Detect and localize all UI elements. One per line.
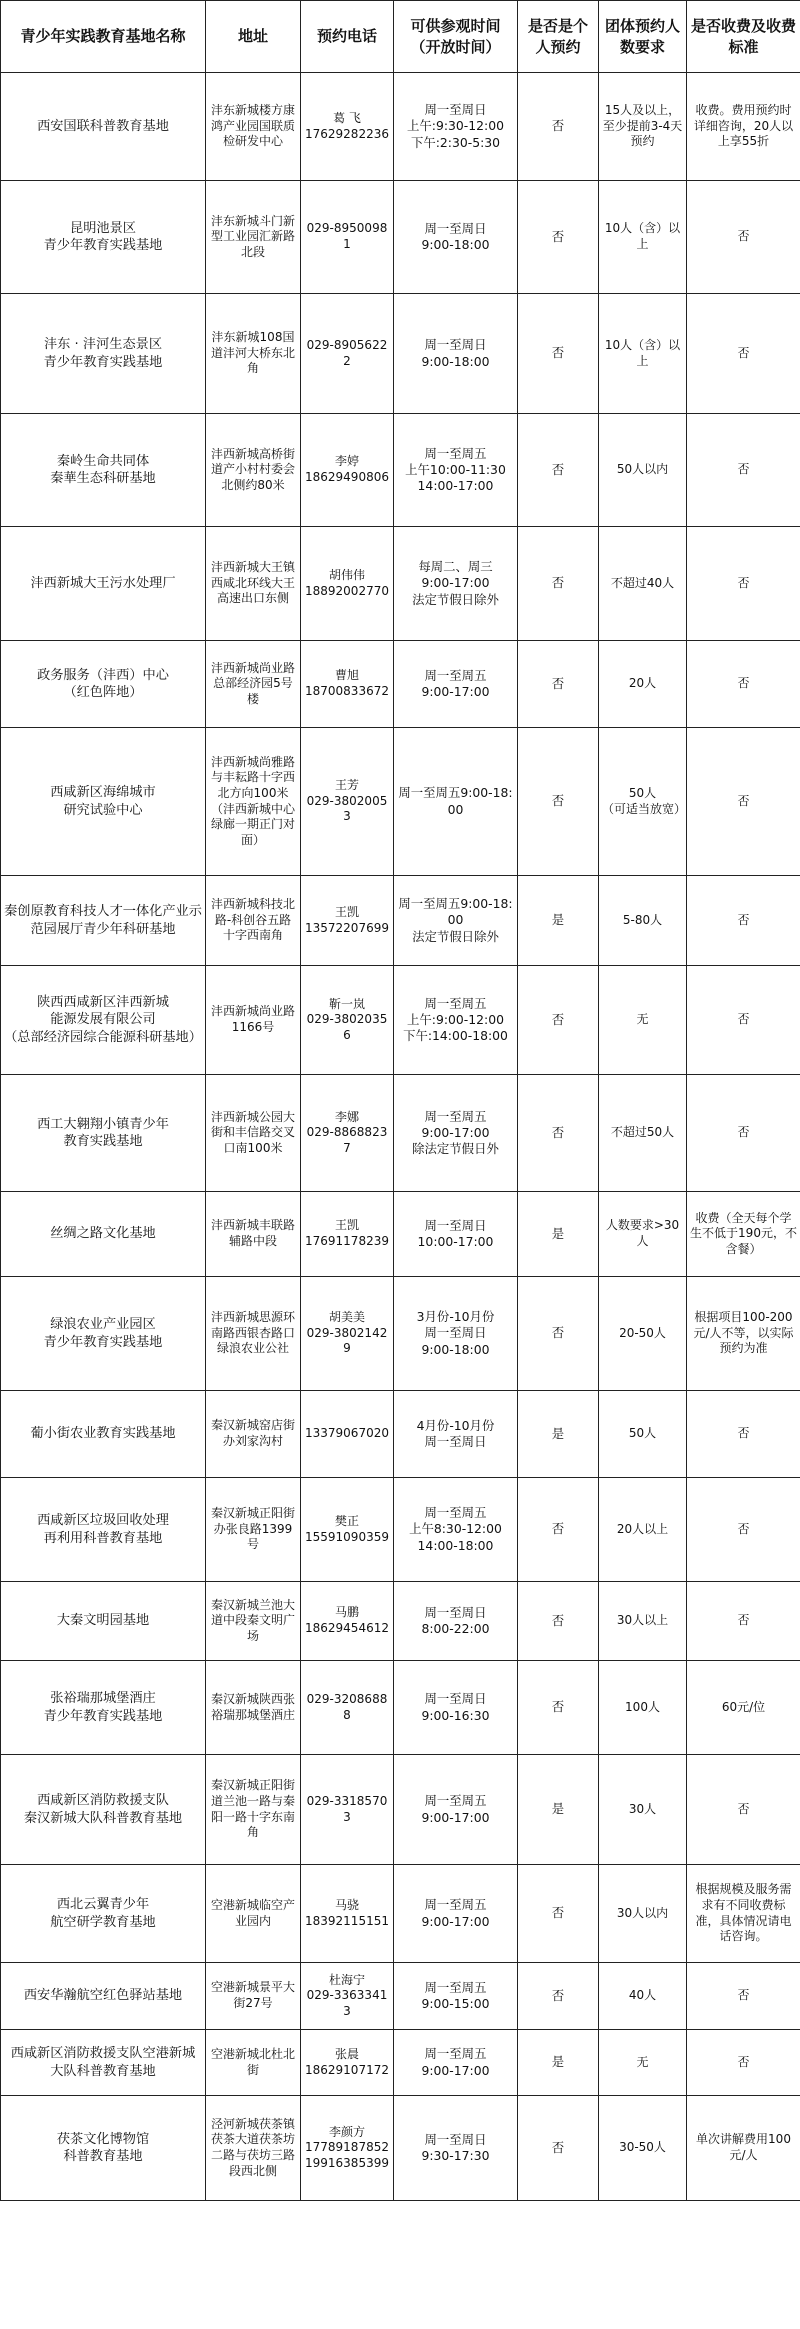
cell-name: 秦岭生命共同体 秦華生态科研基地 (1, 414, 206, 527)
cell-address: 秦汉新城正阳街办张良路1399号 (206, 1478, 301, 1582)
cell-group: 无 (599, 966, 687, 1075)
cell-phone: 杜海宁 029-33633413 (301, 1963, 394, 2030)
cell-name: 葡小街农业教育实践基地 (1, 1391, 206, 1478)
cell-hours: 周一至周日 10:00-17:00 (394, 1192, 518, 1277)
cell-name: 西工大翱翔小镇青少年 教育实践基地 (1, 1075, 206, 1192)
cell-individual: 否 (518, 728, 599, 876)
table-row (1, 1391, 800, 1478)
cell-individual: 否 (518, 1277, 599, 1391)
table-row (1, 414, 800, 527)
cell-fee: 根据规模及服务需求有不同收费标准，具体情况请电话咨询。 (687, 1865, 800, 1963)
table-row (1, 966, 800, 1075)
cell-name: 沣西新城大王污水处理厂 (1, 527, 206, 641)
header-row (1, 1, 800, 73)
cell-group: 30人 (599, 1755, 687, 1865)
table-row (1, 1963, 800, 2030)
table-row (1, 1478, 800, 1582)
cell-name: 秦创原教育科技人才一体化产业示范园展厅青少年科研基地 (1, 876, 206, 966)
cell-address: 沣西新城尚业路1166号 (206, 966, 301, 1075)
cell-group: 20人 (599, 641, 687, 728)
cell-hours: 每周二、周三 9:00-17:00 法定节假日除外 (394, 527, 518, 641)
table-row (1, 1582, 800, 1661)
cell-group: 30-50人 (599, 2096, 687, 2201)
cell-phone: 张晨 18629107172 (301, 2030, 394, 2096)
cell-phone: 曹旭 18700833672 (301, 641, 394, 728)
cell-fee: 否 (687, 1963, 800, 2030)
cell-individual: 否 (518, 294, 599, 414)
table-row (1, 641, 800, 728)
cell-individual: 否 (518, 527, 599, 641)
cell-address: 沣西新城公园大街和丰信路交叉口南100米 (206, 1075, 301, 1192)
cell-group: 50人 (599, 1391, 687, 1478)
cell-fee: 否 (687, 414, 800, 527)
table-body (1, 73, 800, 2201)
header-fee: 是否收费及收费标准 (687, 1, 800, 73)
cell-name: 茯茶文化博物馆 科普教育基地 (1, 2096, 206, 2201)
cell-name: 丝绸之路文化基地 (1, 1192, 206, 1277)
cell-address: 沣东新城108国道沣河大桥东北角 (206, 294, 301, 414)
cell-name: 绿浪农业产业园区 青少年教育实践基地 (1, 1277, 206, 1391)
cell-address: 沣西新城尚雅路与丰耘路十字西北方向100米（沣西新城中心绿廊一期正门对面） (206, 728, 301, 876)
header-phone: 预约电话 (301, 1, 394, 73)
cell-hours: 周一至周五 9:00-17:00 (394, 641, 518, 728)
cell-fee: 否 (687, 527, 800, 641)
cell-group: 人数要求>30人 (599, 1192, 687, 1277)
cell-fee: 否 (687, 966, 800, 1075)
header-group: 团体预约人数要求 (599, 1, 687, 73)
cell-phone: 王芳 029-38020053 (301, 728, 394, 876)
cell-group: 30人以内 (599, 1865, 687, 1963)
cell-group: 10人（含）以上 (599, 294, 687, 414)
cell-individual: 否 (518, 641, 599, 728)
cell-fee: 否 (687, 294, 800, 414)
table-row (1, 2096, 800, 2201)
cell-group: 5-80人 (599, 876, 687, 966)
cell-phone: 029-89056222 (301, 294, 394, 414)
cell-fee: 否 (687, 1755, 800, 1865)
cell-individual: 是 (518, 1192, 599, 1277)
cell-phone: 马鹏 18629454612 (301, 1582, 394, 1661)
cell-individual: 否 (518, 1075, 599, 1192)
table-row (1, 294, 800, 414)
cell-address: 秦汉新城正阳街道兰池一路与秦阳一路十字东南角 (206, 1755, 301, 1865)
cell-address: 泾河新城茯茶镇茯茶大道茯茶坊二路与茯坊三路段西北侧 (206, 2096, 301, 2201)
cell-name: 西咸新区海绵城市 研究试验中心 (1, 728, 206, 876)
cell-group: 15人及以上，至少提前3-4天预约 (599, 73, 687, 181)
cell-hours: 周一至周五 9:00-17:00 (394, 2030, 518, 2096)
cell-fee: 单次讲解费用100元/人 (687, 2096, 800, 2201)
cell-phone: 王凯 17691178239 (301, 1192, 394, 1277)
cell-group: 50人以内 (599, 414, 687, 527)
cell-group: 10人（含）以上 (599, 181, 687, 294)
table-row (1, 527, 800, 641)
cell-phone: 029-33185703 (301, 1755, 394, 1865)
cell-phone: 胡美美 029-38021429 (301, 1277, 394, 1391)
cell-address: 空港新城临空产业园内 (206, 1865, 301, 1963)
cell-name: 西安华瀚航空红色驿站基地 (1, 1963, 206, 2030)
cell-name: 西咸新区消防救援支队 秦汉新城大队科普教育基地 (1, 1755, 206, 1865)
cell-phone: 李娜 029-88688237 (301, 1075, 394, 1192)
cell-fee: 收费（全天每个学生不低于190元，不含餐） (687, 1192, 800, 1277)
cell-individual: 否 (518, 2096, 599, 2201)
cell-address: 沣西新城大王镇西咸北环线大王高速出口东侧 (206, 527, 301, 641)
cell-fee: 否 (687, 1478, 800, 1582)
cell-fee: 否 (687, 876, 800, 966)
cell-hours: 3月份-10月份 周一至周日 9:00-18:00 (394, 1277, 518, 1391)
cell-phone: 马骁 18392115151 (301, 1865, 394, 1963)
cell-group: 40人 (599, 1963, 687, 2030)
cell-name: 西北云翼青少年 航空研学教育基地 (1, 1865, 206, 1963)
table-row (1, 1277, 800, 1391)
cell-name: 大秦文明园基地 (1, 1582, 206, 1661)
table-row (1, 181, 800, 294)
cell-name: 西咸新区消防救援支队空港新城 大队科普教育基地 (1, 2030, 206, 2096)
table-row (1, 1075, 800, 1192)
cell-hours: 周一至周五 上午10:00-11:30 14:00-17:00 (394, 414, 518, 527)
cell-fee: 根据项目100-200元/人不等，以实际预约为准 (687, 1277, 800, 1391)
cell-group: 无 (599, 2030, 687, 2096)
cell-address: 空港新城景平大街27号 (206, 1963, 301, 2030)
cell-group: 不超过40人 (599, 527, 687, 641)
cell-hours: 周一至周五 9:00-17:00 (394, 1865, 518, 1963)
cell-fee: 收费。费用预约时详细咨询，20人以上享55折 (687, 73, 800, 181)
cell-hours: 周一至周日 9:00-18:00 (394, 181, 518, 294)
cell-group: 20-50人 (599, 1277, 687, 1391)
cell-address: 沣西新城高桥街道产小村村委会北侧约80米 (206, 414, 301, 527)
cell-name: 昆明池景区 青少年教育实践基地 (1, 181, 206, 294)
table-row (1, 2030, 800, 2096)
cell-address: 秦汉新城窑店街办刘家沟村 (206, 1391, 301, 1478)
cell-phone: 樊正 15591090359 (301, 1478, 394, 1582)
cell-hours: 周一至周五 上午:9:00-12:00 下午:14:00-18:00 (394, 966, 518, 1075)
cell-name: 西安国联科普教育基地 (1, 73, 206, 181)
header-name: 青少年实践教育基地名称 (1, 1, 206, 73)
table-row (1, 728, 800, 876)
cell-address: 秦汉新城兰池大道中段秦文明广场 (206, 1582, 301, 1661)
cell-individual: 否 (518, 1963, 599, 2030)
cell-fee: 否 (687, 1582, 800, 1661)
cell-phone: 葛 飞 17629282236 (301, 73, 394, 181)
cell-name: 陕西西咸新区沣西新城 能源发展有限公司 （总部经济园综合能源科研基地） (1, 966, 206, 1075)
cell-hours: 4月份-10月份 周一至周日 (394, 1391, 518, 1478)
table-row (1, 1755, 800, 1865)
cell-address: 秦汉新城陕西张裕瑞那城堡酒庄 (206, 1661, 301, 1755)
cell-individual: 是 (518, 1391, 599, 1478)
cell-address: 沣西新城丰联路辅路中段 (206, 1192, 301, 1277)
cell-hours: 周一至周日 9:00-18:00 (394, 294, 518, 414)
cell-fee: 否 (687, 181, 800, 294)
cell-address: 沣东新城斗门新型工业园汇新路北段 (206, 181, 301, 294)
cell-individual: 否 (518, 414, 599, 527)
cell-address: 空港新城北杜北街 (206, 2030, 301, 2096)
cell-address: 沣西新城尚业路总部经济园5号楼 (206, 641, 301, 728)
cell-fee: 否 (687, 728, 800, 876)
cell-individual: 否 (518, 181, 599, 294)
cell-fee: 否 (687, 1075, 800, 1192)
cell-individual: 否 (518, 1478, 599, 1582)
cell-group: 不超过50人 (599, 1075, 687, 1192)
cell-individual: 否 (518, 966, 599, 1075)
cell-hours: 周一至周五9:00-18:00 法定节假日除外 (394, 876, 518, 966)
cell-individual: 是 (518, 876, 599, 966)
table-row (1, 73, 800, 181)
cell-name: 沣东 · 沣河生态景区 青少年教育实践基地 (1, 294, 206, 414)
cell-individual: 否 (518, 1661, 599, 1755)
cell-address: 沣西新城思源环南路西银杏路口绿浪农业公社 (206, 1277, 301, 1391)
cell-phone: 胡伟伟 18892002770 (301, 527, 394, 641)
cell-group: 20人以上 (599, 1478, 687, 1582)
cell-name: 张裕瑞那城堡酒庄 青少年教育实践基地 (1, 1661, 206, 1755)
cell-address: 沣东新城楼方康鸿产业园国联质检研发中心 (206, 73, 301, 181)
table-row (1, 1192, 800, 1277)
cell-phone: 李颜方 17789187852 19916385399 (301, 2096, 394, 2201)
cell-phone: 029-32086888 (301, 1661, 394, 1755)
cell-hours: 周一至周日 9:30-17:30 (394, 2096, 518, 2201)
cell-group: 100人 (599, 1661, 687, 1755)
cell-phone: 王凯 13572207699 (301, 876, 394, 966)
cell-fee: 60元/位 (687, 1661, 800, 1755)
cell-individual: 是 (518, 1755, 599, 1865)
cell-phone: 李婷 18629490806 (301, 414, 394, 527)
cell-phone: 靳一岚 029-38020356 (301, 966, 394, 1075)
cell-hours: 周一至周五 9:00-17:00 除法定节假日外 (394, 1075, 518, 1192)
table-row (1, 876, 800, 966)
header-address: 地址 (206, 1, 301, 73)
cell-phone: 029-89500981 (301, 181, 394, 294)
cell-phone: 13379067020 (301, 1391, 394, 1478)
cell-name: 政务服务（沣西）中心 （红色阵地） (1, 641, 206, 728)
cell-individual: 否 (518, 1582, 599, 1661)
cell-hours: 周一至周日 8:00-22:00 (394, 1582, 518, 1661)
cell-hours: 周一至周五9:00-18:00 (394, 728, 518, 876)
cell-hours: 周一至周日 上午:9:30-12:00 下午:2:30-5:30 (394, 73, 518, 181)
cell-hours: 周一至周日 9:00-16:30 (394, 1661, 518, 1755)
cell-fee: 否 (687, 2030, 800, 2096)
cell-fee: 否 (687, 1391, 800, 1478)
cell-name: 西咸新区垃圾回收处理 再利用科普教育基地 (1, 1478, 206, 1582)
table-row (1, 1661, 800, 1755)
cell-group: 50人 （可适当放宽） (599, 728, 687, 876)
cell-individual: 否 (518, 1865, 599, 1963)
cell-individual: 是 (518, 2030, 599, 2096)
cell-address: 沣西新城科技北路-科创谷五路十字西南角 (206, 876, 301, 966)
cell-fee: 否 (687, 641, 800, 728)
cell-hours: 周一至周五 上午8:30-12:00 14:00-18:00 (394, 1478, 518, 1582)
header-individual: 是否是个人预约 (518, 1, 599, 73)
table-row (1, 1865, 800, 1963)
header-hours: 可供参观时间 （开放时间） (394, 1, 518, 73)
cell-hours: 周一至周五 9:00-17:00 (394, 1755, 518, 1865)
cell-group: 30人以上 (599, 1582, 687, 1661)
cell-hours: 周一至周五 9:00-15:00 (394, 1963, 518, 2030)
cell-individual: 否 (518, 73, 599, 181)
